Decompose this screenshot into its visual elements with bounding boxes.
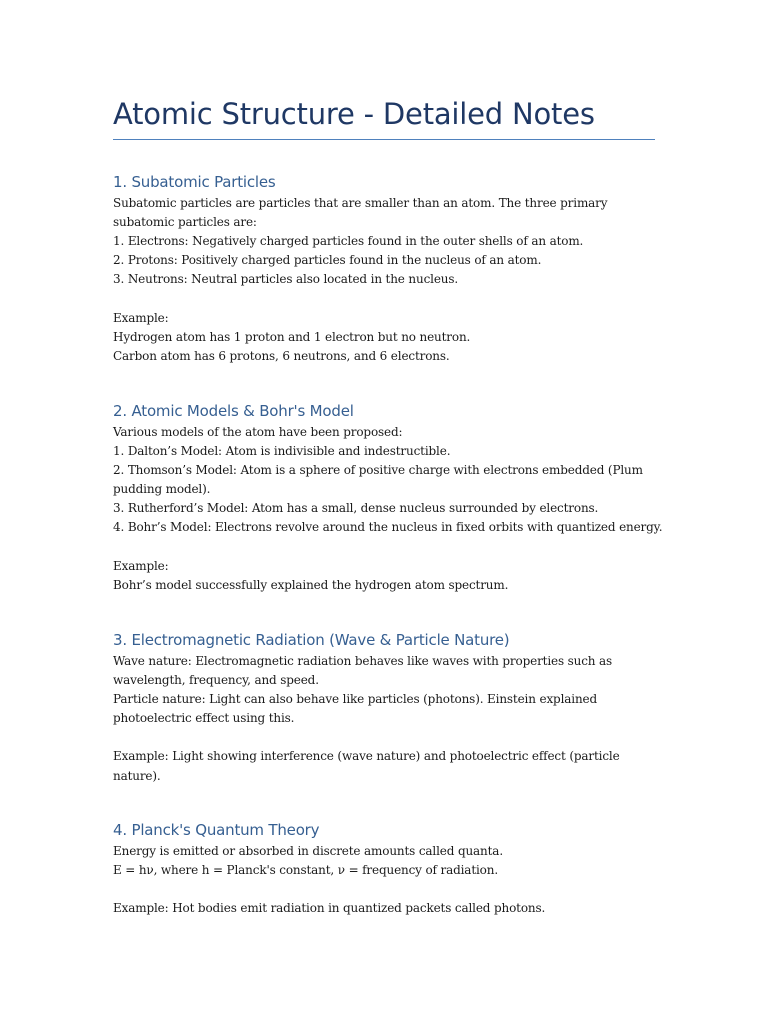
text-line: 2. Thomson’s Model: Atom is a sphere of positive charge with electrons embedded (Plum: [113, 463, 643, 478]
text-line: Carbon atom has 6 protons, 6 neutrons, and 6 electrons.: [113, 348, 450, 363]
text-line: Particle nature: Light can also behave like particles (photons). Einstein explained: [113, 692, 598, 707]
section-heading: 1. Subatomic Particles: [113, 173, 276, 191]
text-line: nature).: [113, 768, 161, 783]
text-line: 1. Electrons: Negatively charged particles found in the outer shells of an atom.: [113, 234, 584, 249]
blank-line: [113, 289, 673, 308]
blank-line: [113, 880, 673, 899]
text-line: 2. Protons: Positively charged particles found in the nucleus of an atom.: [113, 253, 542, 268]
text-line: wavelength, frequency, and speed.: [113, 673, 319, 688]
text-line: Various models of the atom have been proposed:: [113, 425, 403, 439]
text-line: 4. Bohr’s Model: Electrons revolve around the nucleus in fixed orbits with quantized energy.: [113, 520, 663, 535]
blank-line: [113, 728, 673, 747]
section-plancks-quantum-theory: [113, 818, 673, 918]
section-subatomic-particles: [113, 170, 673, 366]
section-heading: 4. Planck's Quantum Theory: [113, 821, 320, 839]
text-line: subatomic particles are:: [113, 215, 257, 230]
text-line: Example:: [113, 310, 169, 325]
text-line: E = hν, where h = Planck's constant, ν = frequency of radiation.: [113, 863, 498, 878]
section-electromagnetic-radiation: [113, 628, 673, 786]
title-divider: [113, 139, 655, 140]
section-atomic-models: [113, 399, 673, 595]
text-line: 3. Neutrons: Neutral particles also located in the nucleus.: [113, 272, 459, 287]
section-heading: 2. Atomic Models & Bohr's Model: [113, 402, 354, 420]
text-line: 1. Dalton’s Model: Atom is indivisible and indestructible.: [113, 444, 451, 459]
text-line: Energy is emitted or absorbed in discrete amounts called quanta.: [113, 844, 503, 858]
blank-line: [113, 538, 673, 557]
section-heading: 3. Electromagnetic Radiation (Wave & Particle Nature): [113, 631, 510, 649]
text-line: Subatomic particles are particles that are smaller than an atom. The three primary: [113, 196, 608, 210]
text-line: Example: Light showing interference (wave nature) and photoelectric effect (particle: [113, 749, 620, 764]
section-body: [113, 842, 673, 918]
document-title: Atomic Structure - Detailed Notes: [113, 97, 595, 131]
text-line: 3. Rutherford’s Model: Atom has a small, dense nucleus surrounded by electrons.: [113, 501, 599, 516]
text-line: Example: Hot bodies emit radiation in quantized packets called photons.: [113, 901, 546, 916]
text-line: Example:: [113, 558, 169, 573]
section-body: [113, 652, 673, 786]
text-line: pudding model).: [113, 482, 211, 497]
text-line: Bohr’s model successfully explained the hydrogen atom spectrum.: [113, 577, 509, 592]
section-body: [113, 423, 673, 595]
text-line: Hydrogen atom has 1 proton and 1 electron but no neutron.: [113, 329, 471, 344]
text-line: photoelectric effect using this.: [113, 711, 295, 726]
text-line: Wave nature: Electromagnetic radiation behaves like waves with properties such as: [113, 654, 613, 668]
section-body: [113, 194, 673, 366]
